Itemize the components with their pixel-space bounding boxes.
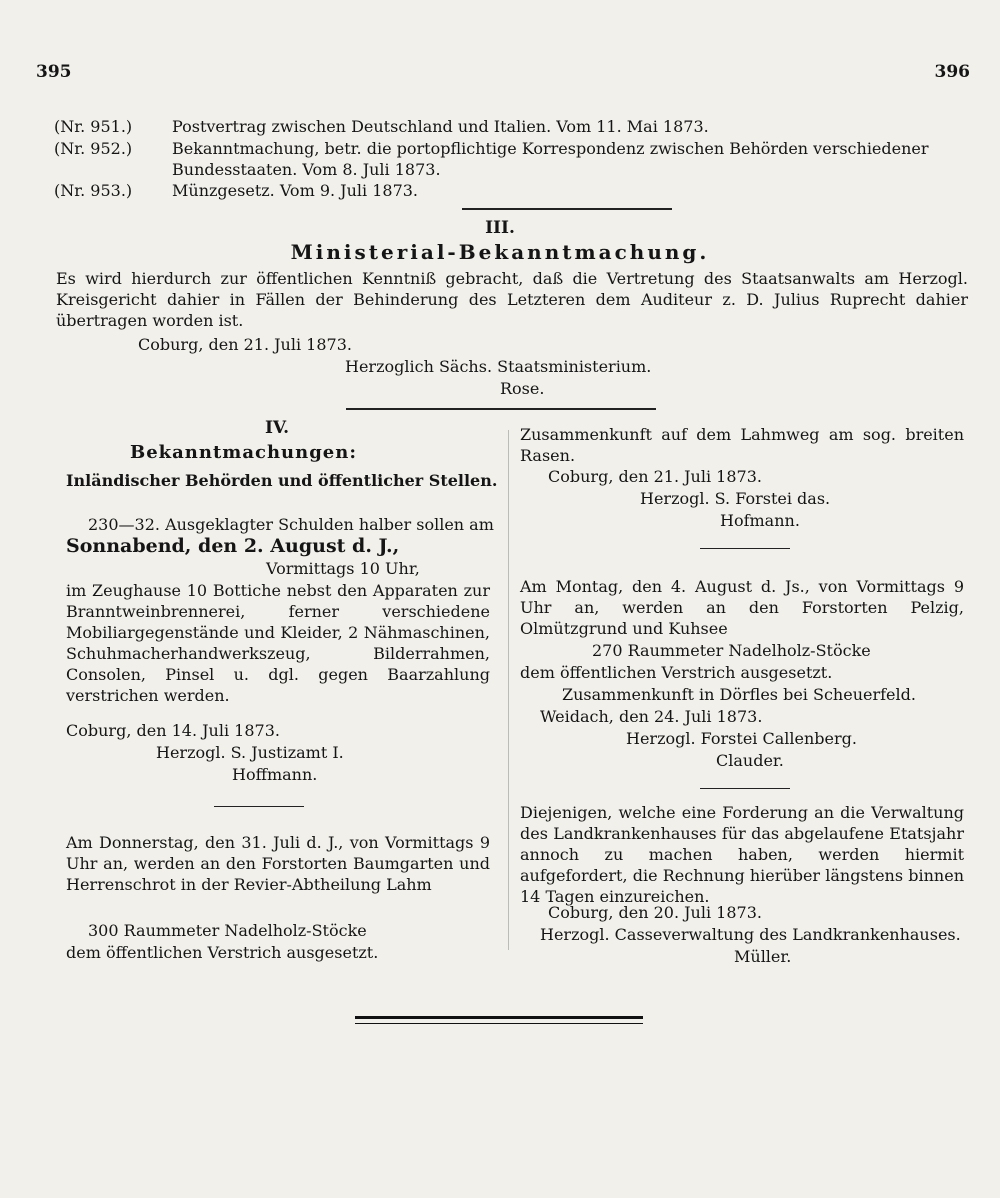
wood-quantity: 270 Raummeter Nadelholz-Stöcke [592,641,871,660]
place-date: Weidach, den 24. Juli 1873. [540,707,763,726]
law-text: Postvertrag zwischen Deutschland und Italien. Vom 11. Mai 1873. [172,117,709,136]
wood-quantity: 300 Raummeter Nadelholz-Stöcke [88,921,367,940]
place-date: Coburg, den 21. Juli 1873. [138,335,352,354]
notice-closing: dem öffentlichen Verstrich ausgesetzt. [520,663,833,682]
column-separator [508,430,509,950]
authority: Herzoglich Sächs. Staatsministerium. [345,357,652,376]
signature: Müller. [734,947,792,966]
place-date: Coburg, den 20. Juli 1873. [548,903,762,922]
forest-notice-body: Am Donnerstag, den 31. Juli d. J., von Vormittags 9 Uhr an, werden an den Forstorten Baumgarten und Herrenschrot in der Revier-Abtheilung Lahm [66,833,490,894]
section-number: III. [485,218,515,238]
forest-notice-body: Am Montag, den 4. August d. Js., von Vormittags 9 Uhr an, werden an den Forstorten Pelzig, Olmützgrund und Kuhsee [520,577,964,638]
place-date: Coburg, den 21. Juli 1873. [548,467,762,486]
page-number-right: 396 [934,62,970,82]
signature: Rose. [500,379,545,398]
notice-divider [214,806,304,807]
law-item [54,116,970,137]
authority: Herzogl. Forstei Callenberg. [626,729,857,748]
authority: Herzogl. S. Forstei das. [640,489,831,508]
auction-body: im Zeughause 10 Bottiche nebst den Apparaten zur Branntweinbrennerei, ferner verschiedene Mobiliargegenstände und Kleider, 2 Nähmaschinen, Schuhmacherhandwerkszeug, Bilderrahmen, Consolen, Pinsel u. dgl. gegen Baarzahlung verstrichen werden. [66,581,490,705]
auction-time: Vormittags 10 Uhr, [266,559,420,578]
law-text: Münzgesetz. Vom 9. Juli 1873. [172,181,419,200]
notice-closing: dem öffentlichen Verstrich ausgesetzt. [66,943,379,962]
meeting-place: Zusammenkunft in Dörfles bei Scheuerfeld. [562,685,916,704]
law-text: Bekanntmachung, betr. die portopflichtige Korrespondenz zwischen Behörden verschiedener Bundesstaaten. Vom 8. Juli 1873. [172,139,929,179]
law-item [54,138,970,180]
signature: Clauder. [716,751,784,770]
law-number: (Nr. 952.) [54,139,133,158]
section-divider [462,208,672,210]
ministerial-notice-body: Es wird hierdurch zur öffentlichen Kenntniß gebracht, daß die Vertretung des Staatsanwalts am Herzogl. Kreisgericht dahier in Fällen der Behinderung des Letzteren dem Auditeur z. D. Julius Ruprecht dahier übertragen worden ist. [56,269,968,330]
place-date: Coburg, den 14. Juli 1873. [66,721,280,740]
section-number: IV. [264,418,290,438]
section-title: Ministerial-Bekanntmachung. [290,240,710,264]
authority: Herzogl. Casseverwaltung des Landkrankenhauses. [540,925,961,944]
auction-date: Sonnabend, den 2. August d. J., [66,535,400,557]
law-number: (Nr. 951.) [54,117,133,136]
page-number-left: 395 [36,62,72,82]
hospital-notice-body: Diejenigen, welche eine Forderung an die Verwaltung des Landkrankenhauses für das abgelaufene Etatsjahr annoch zu machen haben, werden hiermit aufgefordert, die Rechnung hierüber längstens binnen 14 Tagen einzureichen. [520,803,964,906]
law-item [54,180,970,201]
authority: Herzogl. S. Justizamt I. [156,743,344,762]
signature: Hoffmann. [232,765,318,784]
section-subtitle: Inländischer Behörden und öffentlicher Stellen. [66,471,498,490]
section-divider [346,408,656,410]
signature: Hofmann. [720,511,800,530]
law-number: (Nr. 953.) [54,181,133,200]
notice-intro: 230—32. Ausgeklagter Schulden halber sollen am [88,515,494,534]
closing-double-rule [355,1016,643,1024]
notice-divider [700,788,790,789]
notice-divider [700,548,790,549]
meeting-notice: Zusammenkunft auf dem Lahmweg am sog. breiten Rasen. [520,425,964,465]
section-title: Bekanntmachungen: [130,442,357,463]
